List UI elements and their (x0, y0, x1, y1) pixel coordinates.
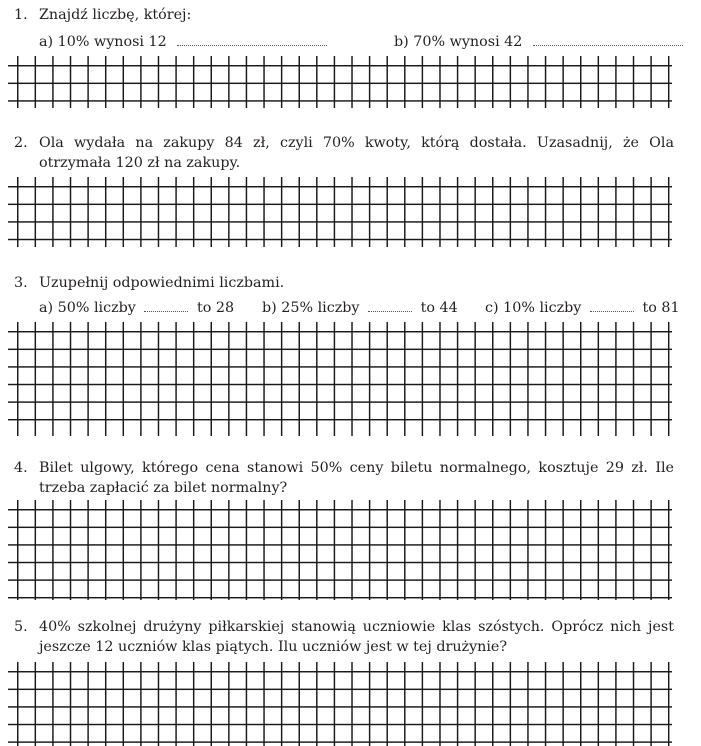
task-2-text: Ola wydała na zakupy 84 zł, czyli 70% kwoty, którą dostała. Uzasadnij, że Ola otrzymała 120 zł na zakupy. (39, 135, 674, 171)
task-3b-suffix: to 44 (420, 300, 458, 316)
task-5 (14, 617, 674, 657)
task-4-number: 4. (14, 460, 28, 476)
task-1a-label: a) 10% wynosi 12 (39, 34, 167, 50)
task-3c-suffix: to 81 (642, 300, 680, 316)
task-1b-label: b) 70% wynosi 42 (394, 34, 523, 50)
answer-grid-2[interactable] (8, 177, 672, 247)
answer-blank-3a[interactable] (144, 301, 188, 312)
task-4 (14, 458, 674, 498)
task-3a-prefix: a) 50% liczby (39, 300, 136, 316)
answer-blank-1a[interactable] (177, 35, 327, 46)
task-4-text: Bilet ulgowy, którego cena stanowi 50% ceny biletu normalnego, kosztuje 29 zł. Ile trzeba zapłacić za bilet normalny? (39, 460, 674, 496)
task-3b (262, 298, 458, 318)
answer-blank-3c[interactable] (590, 301, 634, 312)
task-3-number: 3. (14, 275, 28, 291)
task-1 (14, 5, 674, 25)
answer-grid-3[interactable] (8, 322, 672, 436)
answer-blank-3b[interactable] (368, 301, 412, 312)
task-1-number: 1. (14, 7, 28, 23)
answer-blank-1b[interactable] (533, 35, 683, 46)
task-3a-suffix: to 28 (196, 300, 235, 316)
task-3b-prefix: b) 25% liczby (262, 300, 360, 316)
task-3a (39, 298, 234, 318)
task-3c-prefix: c) 10% liczby (485, 300, 582, 316)
task-2-number: 2. (14, 135, 28, 151)
task-5-text: 40% szkolnej drużyny piłkarskiej stanowią uczniowie klas szóstych. Oprócz nich jest jeszcze 12 uczniów klas piątych. Ilu uczniów jest w tej drużynie? (39, 619, 674, 655)
task-5-number: 5. (14, 619, 28, 635)
task-3c (485, 298, 680, 318)
task-1b (394, 32, 683, 52)
answer-grid-4[interactable] (8, 500, 672, 600)
task-1-text: Znajdź liczbę, której: (39, 7, 192, 23)
task-3 (14, 273, 674, 293)
answer-grid-5[interactable] (8, 662, 672, 746)
answer-grid-1[interactable] (8, 56, 672, 108)
task-2 (14, 133, 674, 173)
task-1a (39, 32, 327, 52)
task-3-text: Uzupełnij odpowiednimi liczbami. (39, 275, 285, 291)
